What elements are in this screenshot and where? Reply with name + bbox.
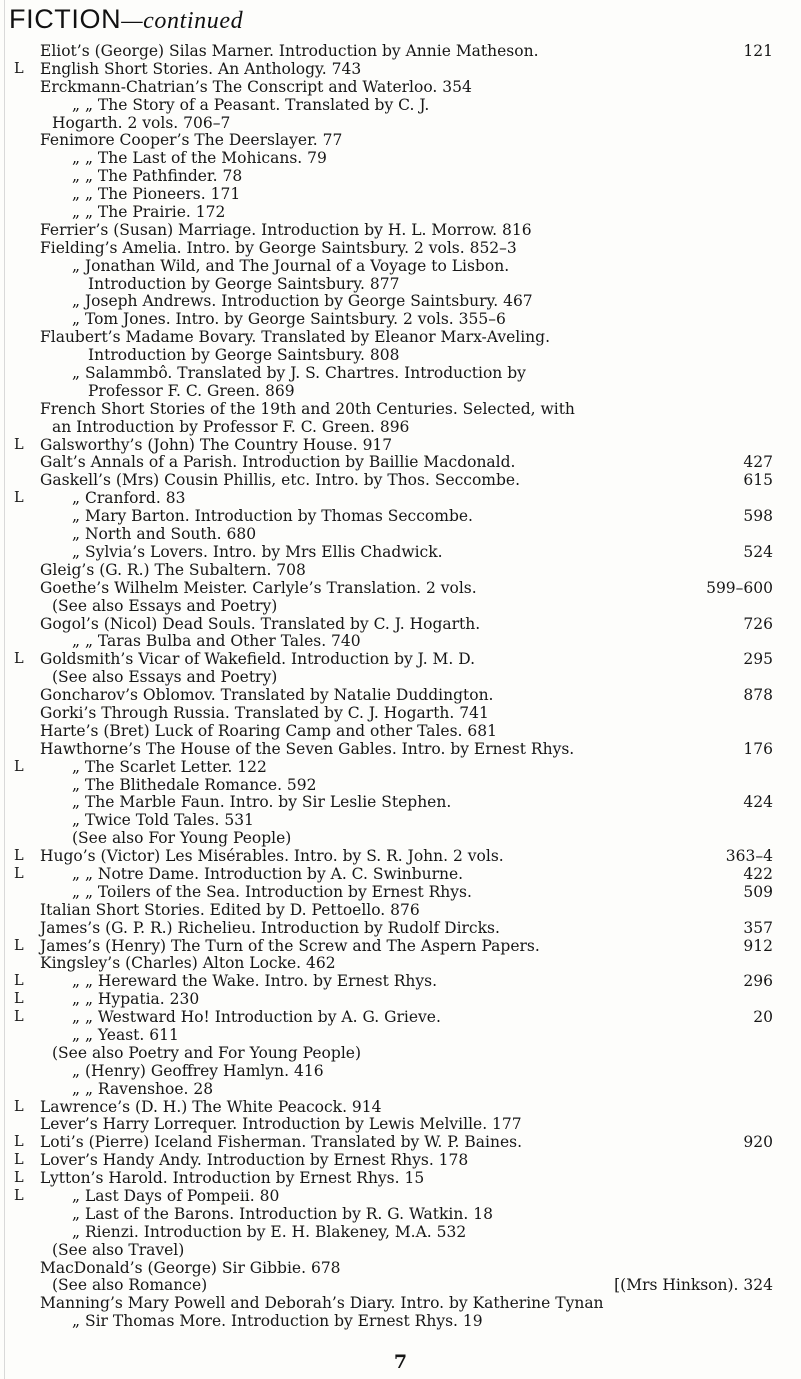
catalogue-line xyxy=(0,866,801,884)
entry-number: 615 xyxy=(743,471,773,490)
entry-number xyxy=(765,222,773,240)
library-edition-marker: L xyxy=(14,436,24,453)
continued-label: —continued xyxy=(121,8,244,34)
catalogue-line xyxy=(0,1099,801,1117)
entry-text: (See also Romance) xyxy=(52,1276,208,1295)
entry-number xyxy=(765,1242,773,1260)
entry-text: Professor F. C. Green. 869 xyxy=(88,381,295,400)
catalogue-line xyxy=(0,168,801,186)
entry-number xyxy=(765,902,773,920)
entry-number xyxy=(765,132,773,150)
entry-number xyxy=(765,777,773,795)
entry-number xyxy=(765,258,773,276)
entry-number xyxy=(765,329,773,347)
catalogue-line xyxy=(0,97,801,115)
catalogue-line xyxy=(0,437,801,455)
entry-number: 121 xyxy=(743,42,773,60)
entry-number xyxy=(765,115,773,133)
entry-text: „ The Scarlet Letter. 122 xyxy=(72,757,267,776)
entry-text: Eliot’s (George) Silas Marner. Introduction by Annie Matheson. xyxy=(40,42,539,60)
entry-number: [(Mrs Hinkson). 324 xyxy=(614,1276,773,1295)
catalogue-line xyxy=(0,276,801,294)
catalogue-line xyxy=(0,1116,801,1134)
entry-number xyxy=(765,419,773,437)
entry-text: Goncharov’s Oblomov. Translated by Natalie Duddington. xyxy=(40,686,494,705)
entry-text: „ „ Westward Ho! Introduction by A. G. Grieve. xyxy=(72,1008,441,1027)
catalogue-line xyxy=(0,938,801,956)
catalogue-line xyxy=(0,920,801,938)
entry-number xyxy=(765,1206,773,1224)
library-edition-marker: L xyxy=(14,1098,24,1115)
catalogue-line xyxy=(0,1242,801,1260)
entry-text: „ Twice Told Tales. 531 xyxy=(72,811,254,830)
entry-text: Galsworthy’s (John) The Country House. 917 xyxy=(40,435,393,454)
page-title xyxy=(9,4,243,35)
entry-number xyxy=(765,204,773,222)
catalogue-line xyxy=(0,1027,801,1045)
catalogue-line xyxy=(0,973,801,991)
entry-number xyxy=(765,437,773,455)
entry-number: 295 xyxy=(743,650,773,669)
library-edition-marker: L xyxy=(14,865,24,882)
entry-text: (See also Essays and Poetry) xyxy=(52,596,278,615)
catalogue-line xyxy=(0,79,801,97)
entry-text: (See also For Young People) xyxy=(72,829,292,848)
entry-text: „ The Blithedale Romance. 592 xyxy=(72,775,317,794)
entry-number xyxy=(765,1063,773,1081)
catalogue-line xyxy=(0,401,801,419)
catalogue-line xyxy=(0,580,801,598)
entry-text: Gogol’s (Nicol) Dead Souls. Translated by C. J. Hogarth. xyxy=(40,614,481,633)
entry-number xyxy=(765,562,773,580)
entry-text: Goldsmith’s Vicar of Wakefield. Introduction by J. M. D. xyxy=(40,650,476,669)
entry-text: Erckmann-Chatrian’s The Conscript and Waterloo. 354 xyxy=(40,77,472,96)
entry-text: „ Mary Barton. Introduction by Thomas Seccombe. xyxy=(72,507,473,526)
entry-number xyxy=(765,365,773,383)
catalogue-line xyxy=(0,1206,801,1224)
entry-number: 363–4 xyxy=(725,847,773,866)
catalogue-line xyxy=(0,1188,801,1206)
entry-text: „ „ Yeast. 611 xyxy=(72,1025,179,1044)
catalogue-line xyxy=(0,1063,801,1081)
entry-number: 422 xyxy=(743,864,773,883)
entry-number xyxy=(765,1295,773,1313)
catalogue-line xyxy=(0,562,801,580)
catalogue-line xyxy=(0,311,801,329)
catalogue-line xyxy=(0,741,801,759)
library-edition-marker: L xyxy=(14,490,24,507)
library-edition-marker: L xyxy=(14,651,24,668)
entry-number xyxy=(765,526,773,544)
entry-number xyxy=(765,401,773,419)
library-edition-marker: L xyxy=(14,60,24,77)
entry-text: Manning’s Mary Powell and Deborah’s Diary. Intro. by Katherine Tynan xyxy=(40,1294,604,1313)
catalogue-line xyxy=(0,186,801,204)
entry-text: James’s (G. P. R.) Richelieu. Introduction by Rudolf Dircks. xyxy=(40,918,500,937)
catalogue-line xyxy=(0,1045,801,1063)
catalogue-line xyxy=(0,454,801,472)
library-edition-marker: L xyxy=(14,1170,24,1187)
catalogue-line xyxy=(0,258,801,276)
entry-number xyxy=(765,1260,773,1278)
entry-text: „ Rienzi. Introduction by E. H. Blakeney, M.A. 532 xyxy=(72,1222,467,1241)
entry-text: Introduction by George Saintsbury. 877 xyxy=(88,274,400,293)
catalogue-line xyxy=(0,61,801,79)
catalogue-line xyxy=(0,598,801,616)
entry-number xyxy=(765,97,773,115)
catalogue-line xyxy=(0,329,801,347)
catalogue-entries xyxy=(0,43,801,1331)
entry-number: 599–600 xyxy=(706,578,773,597)
entry-number: 176 xyxy=(743,739,773,758)
catalogue-line xyxy=(0,991,801,1009)
catalogue-line xyxy=(0,419,801,437)
entry-number: 912 xyxy=(743,936,773,955)
entry-number xyxy=(765,79,773,97)
entry-text: Italian Short Stories. Edited by D. Pettoello. 876 xyxy=(40,900,420,919)
catalogue-line xyxy=(0,687,801,705)
entry-number xyxy=(765,1099,773,1117)
entry-text: English Short Stories. An Anthology. 743 xyxy=(40,59,362,78)
library-edition-marker: L xyxy=(14,1009,24,1026)
catalogue-line xyxy=(0,43,801,61)
entry-text: Lover’s Handy Andy. Introduction by Ernest Rhys. 178 xyxy=(40,1151,469,1170)
entry-number xyxy=(765,1027,773,1045)
entry-text: „ „ Ravenshoe. 28 xyxy=(72,1079,214,1098)
entry-number: 878 xyxy=(743,686,773,705)
entry-number: 509 xyxy=(743,882,773,901)
catalogue-line xyxy=(0,651,801,669)
catalogue-line xyxy=(0,616,801,634)
entry-text: Harte’s (Bret) Luck of Roaring Camp and other Tales. 681 xyxy=(40,721,497,740)
entry-text: an Introduction by Professor F. C. Green. 896 xyxy=(52,417,410,436)
entry-text: (See also Poetry and For Young People) xyxy=(52,1043,361,1062)
entry-text: Hogarth. 2 vols. 706–7 xyxy=(52,113,231,132)
entry-text: „ „ The Prairie. 172 xyxy=(72,203,226,222)
entry-number xyxy=(765,1152,773,1170)
catalogue-line xyxy=(0,955,801,973)
entry-text: Lever’s Harry Lorrequer. Introduction by Lewis Melville. 177 xyxy=(40,1115,522,1134)
library-edition-marker: L xyxy=(14,1188,24,1204)
entry-text: „ „ The Last of the Mohicans. 79 xyxy=(72,149,327,168)
entry-number: 357 xyxy=(743,918,773,937)
entry-number: 524 xyxy=(743,542,773,561)
catalogue-line xyxy=(0,723,801,741)
entry-text: „ „ Taras Bulba and Other Tales. 740 xyxy=(72,632,361,651)
catalogue-line xyxy=(0,1134,801,1152)
catalogue-line xyxy=(0,365,801,383)
entry-number xyxy=(765,347,773,365)
entry-text: „ „ Hypatia. 230 xyxy=(72,990,200,1009)
catalogue-line xyxy=(0,884,801,902)
catalogue-line xyxy=(0,1295,801,1313)
entry-text: Loti’s (Pierre) Iceland Fisherman. Translated by W. P. Baines. xyxy=(40,1133,523,1152)
entry-text: „ North and South. 680 xyxy=(72,525,257,544)
library-edition-marker: L xyxy=(14,1152,24,1169)
catalogue-line xyxy=(0,1260,801,1278)
entry-text: „ The Marble Faun. Intro. by Sir Leslie Stephen. xyxy=(72,793,452,812)
catalogue-line xyxy=(0,669,801,687)
catalogue-line xyxy=(0,383,801,401)
catalogue-line xyxy=(0,794,801,812)
entry-text: „ „ The Story of a Peasant. Translated by C. J. xyxy=(72,95,430,114)
page-number: 7 xyxy=(393,1351,408,1373)
library-edition-marker: L xyxy=(14,848,24,865)
entry-text: Goethe’s Wilhelm Meister. Carlyle’s Translation. 2 vols. xyxy=(40,578,477,597)
entry-number xyxy=(765,991,773,1009)
entry-text: MacDonald’s (George) Sir Gibbie. 678 xyxy=(40,1258,341,1277)
entry-text: James’s (Henry) The Turn of the Screw and The Aspern Papers. xyxy=(40,936,540,955)
entry-number xyxy=(765,1045,773,1063)
catalogue-line xyxy=(0,490,801,508)
entry-number: 726 xyxy=(743,614,773,633)
entry-number: 920 xyxy=(743,1133,773,1152)
entry-text: „ „ Toilers of the Sea. Introduction by Ernest Rhys. xyxy=(72,882,472,901)
entry-number xyxy=(765,1188,773,1206)
entry-number xyxy=(765,240,773,258)
entry-number xyxy=(765,1170,773,1188)
entry-text: „ Sir Thomas More. Introduction by Ernest Rhys. 19 xyxy=(72,1312,483,1331)
library-edition-marker: L xyxy=(14,991,24,1008)
entry-number xyxy=(765,955,773,973)
entry-text: Gorki’s Through Russia. Translated by C. J. Hogarth. 741 xyxy=(40,703,489,722)
catalogue-line xyxy=(0,204,801,222)
catalogue-line xyxy=(0,1224,801,1242)
catalogue-line xyxy=(0,293,801,311)
entry-number xyxy=(765,812,773,830)
entry-number xyxy=(765,311,773,329)
catalogue-line xyxy=(0,1081,801,1099)
entry-number xyxy=(765,383,773,401)
catalogue-line xyxy=(0,347,801,365)
catalogue-line xyxy=(0,150,801,168)
entry-text: Lytton’s Harold. Introduction by Ernest Rhys. 15 xyxy=(40,1169,425,1188)
entry-text: Hugo’s (Victor) Les Misérables. Intro. by S. R. John. 2 vols. xyxy=(40,847,504,866)
catalogue-line xyxy=(0,222,801,240)
catalogue-line xyxy=(0,777,801,795)
entry-number xyxy=(765,759,773,777)
section-title: FICTION xyxy=(9,4,122,34)
entry-text: Fielding’s Amelia. Intro. by George Saintsbury. 2 vols. 852–3 xyxy=(40,238,517,257)
entry-text: Introduction by George Saintsbury. 808 xyxy=(88,346,400,365)
library-edition-marker: L xyxy=(14,1134,24,1151)
entry-text: „ Jonathan Wild, and The Journal of a Voyage to Lisbon. xyxy=(72,256,510,275)
catalogue-line xyxy=(0,902,801,920)
entry-text: Kingsley’s (Charles) Alton Locke. 462 xyxy=(40,954,336,973)
catalogue-line xyxy=(0,830,801,848)
entry-number xyxy=(765,168,773,186)
entry-text: Flaubert’s Madame Bovary. Translated by Eleanor Marx-Aveling. xyxy=(40,328,551,347)
catalogue-line xyxy=(0,526,801,544)
entry-text: „ Cranford. 83 xyxy=(72,489,186,508)
entry-text: „ „ Notre Dame. Introduction by A. C. Swinburne. xyxy=(72,864,464,883)
entry-text: Ferrier’s (Susan) Marriage. Introduction by H. L. Morrow. 816 xyxy=(40,220,532,239)
catalogue-line xyxy=(0,1277,801,1295)
catalogue-line xyxy=(0,1313,801,1331)
entry-number: 427 xyxy=(743,453,773,472)
entry-number: 296 xyxy=(743,972,773,991)
catalogue-line xyxy=(0,759,801,777)
catalogue-line xyxy=(0,1170,801,1188)
entry-number xyxy=(765,1116,773,1134)
entry-number xyxy=(765,723,773,741)
library-edition-marker: L xyxy=(14,973,24,990)
entry-number xyxy=(765,293,773,311)
entry-text: „ „ The Pioneers. 171 xyxy=(72,185,241,204)
catalogue-line xyxy=(0,472,801,490)
entry-text: Gaskell’s (Mrs) Cousin Phillis, etc. Intro. by Thos. Seccombe. xyxy=(40,471,521,490)
entry-number: 598 xyxy=(743,507,773,526)
entry-text: „ Last Days of Pompeii. 80 xyxy=(72,1187,280,1205)
entry-number xyxy=(765,490,773,508)
catalogue-line xyxy=(0,1009,801,1027)
entry-text: „ Tom Jones. Intro. by George Saintsbury. 2 vols. 355–6 xyxy=(72,310,506,329)
entry-text: „ „ The Pathfinder. 78 xyxy=(72,167,243,186)
catalogue-line xyxy=(0,848,801,866)
catalogue-line xyxy=(0,115,801,133)
entry-text: „ Joseph Andrews. Introduction by George Saintsbury. 467 xyxy=(72,292,533,311)
entry-text: Fenimore Cooper’s The Deerslayer. 77 xyxy=(40,131,343,150)
entry-number: 20 xyxy=(753,1008,773,1027)
entry-text: Gleig’s (G. R.) The Subaltern. 708 xyxy=(40,560,306,579)
entry-text: „ Sylvia’s Lovers. Intro. by Mrs Ellis Chadwick. xyxy=(72,542,443,561)
entry-number xyxy=(765,1081,773,1099)
entry-number: 424 xyxy=(743,793,773,812)
entry-text: Galt’s Annals of a Parish. Introduction by Baillie Macdonald. xyxy=(40,453,516,472)
library-edition-marker: L xyxy=(14,937,24,954)
library-edition-marker: L xyxy=(14,758,24,775)
entry-number xyxy=(765,186,773,204)
entry-text: „ Last of the Barons. Introduction by R. G. Watkin. 18 xyxy=(72,1204,493,1223)
catalogue-line xyxy=(0,544,801,562)
entry-number xyxy=(765,1313,773,1331)
entry-number xyxy=(765,150,773,168)
entry-text: (See also Essays and Poetry) xyxy=(52,668,278,687)
entry-text: French Short Stories of the 19th and 20th Centuries. Selected, with xyxy=(40,399,575,418)
entry-number xyxy=(765,598,773,616)
entry-text: Hawthorne’s The House of the Seven Gables. Intro. by Ernest Rhys. xyxy=(40,739,575,758)
catalogue-line xyxy=(0,1152,801,1170)
catalogue-line xyxy=(0,812,801,830)
entry-number xyxy=(765,669,773,687)
entry-number xyxy=(765,276,773,294)
entry-text: „ Salammbô. Translated by J. S. Chartres. Introduction by xyxy=(72,364,526,383)
catalogue-line xyxy=(0,132,801,150)
entry-text: (See also Travel) xyxy=(52,1240,185,1259)
entry-text: „ „ Hereward the Wake. Intro. by Ernest Rhys. xyxy=(72,972,438,991)
catalogue-line xyxy=(0,705,801,723)
entry-number xyxy=(765,61,773,79)
catalogue-line xyxy=(0,240,801,258)
entry-text: „ (Henry) Geoffrey Hamlyn. 416 xyxy=(72,1061,324,1080)
entry-number xyxy=(765,705,773,723)
entry-number xyxy=(765,830,773,848)
entry-text: Lawrence’s (D. H.) The White Peacock. 914 xyxy=(40,1097,382,1116)
entry-number xyxy=(765,1224,773,1242)
catalogue-line xyxy=(0,508,801,526)
catalogue-line xyxy=(0,633,801,651)
entry-number xyxy=(765,633,773,651)
